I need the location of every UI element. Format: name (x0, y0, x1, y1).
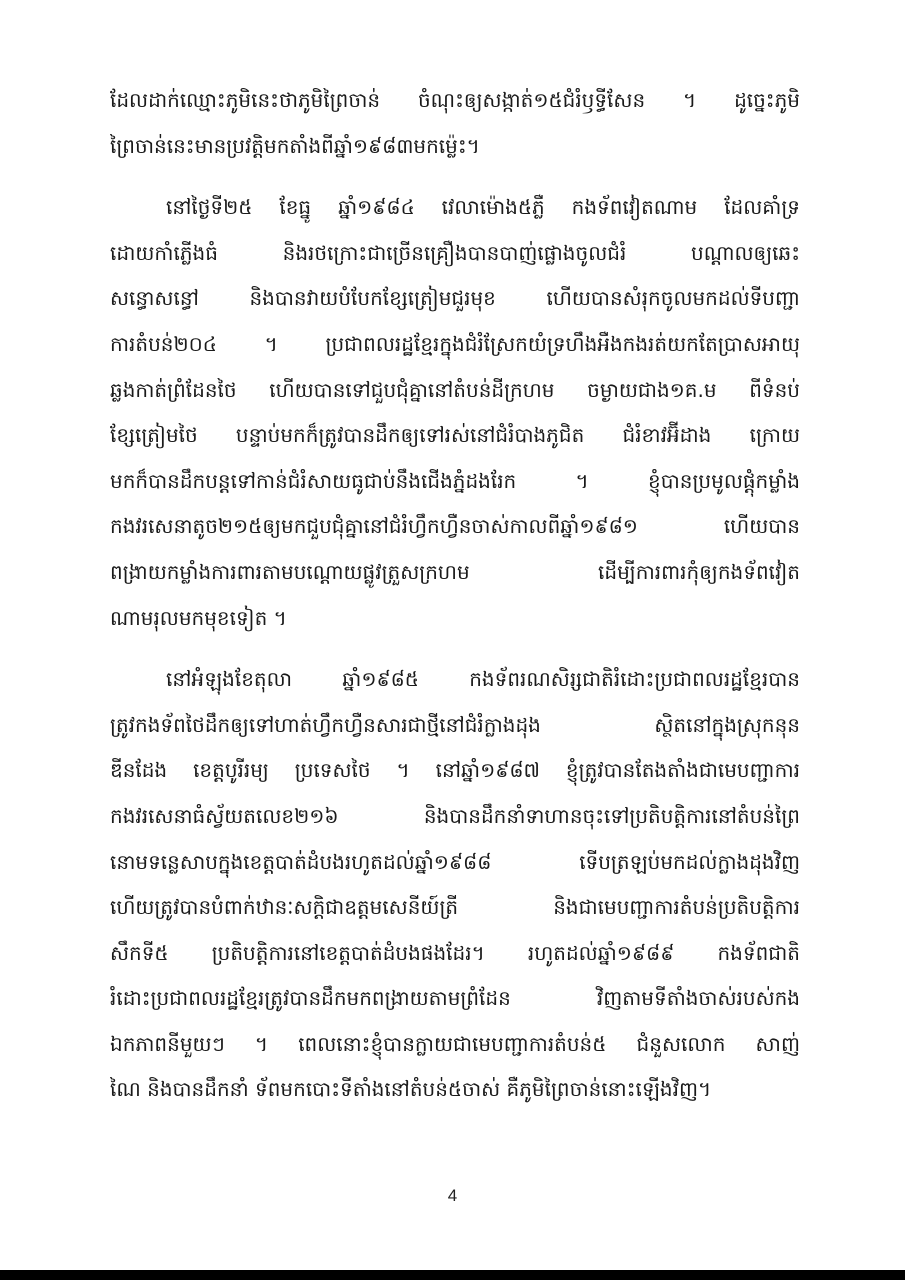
text-line: ហើយត្រូវបានបំពាក់ឋានៈសក្តិជាឧត្តមសេនីយ៍ត្រី និងជាមេបញ្ជាការតំបន់ប្រតិបត្តិការ (110, 895, 800, 920)
text-line: កងវរសេនាធំស្វ័យតលេខ២១៦ និងបានដឹកនាំទាហានចុះទៅប្រតិបត្តិការនៅតំបន់ព្រៃ (110, 803, 800, 828)
paragraph-gap (110, 169, 800, 185)
text-line: ណាមរុលមកមុខទៀត ។ (110, 605, 287, 630)
text-line: សឹកទី៥ ប្រតិបត្តិការនៅខេត្តបាត់ដំបងផងដែរ។ រហូតដល់ឆ្នាំ១៩៨៩ កងទ័ពជាតិ (110, 940, 800, 965)
text-line: នៅអំឡុងខែតុលា ឆ្នាំ១៩៨៥ កងទ័ពរណសិរ្សជាតិរំដោះប្រជាពលរដ្ឋខ្មែរបាន (166, 667, 800, 692)
text-line: នៅថ្ងៃទី២៥ ខែធ្នូ ឆ្នាំ១៩៨៤ វេលាម៉ោង៥ភ្លឺ កងទ័ពវៀតណាម ដែលគាំទ្រ (166, 195, 800, 220)
paragraph-2 (110, 185, 800, 641)
text-line: ការតំបន់២០៤ ។ ប្រជាពលរដ្ឋខ្មែរក្នុងជំរំស្រែកយំទ្រហឹងអឺងកងរត់យកតែប្រាសអាយុ (110, 331, 800, 356)
text-line: ណៃ និងបានដឹកនាំ ទ័ពមកបោះទីតាំងនៅតំបន់៥ចាស់ គឺភូមិព្រៃចាន់នោះឡើងវិញ។ (110, 1077, 712, 1102)
paragraph-3 (110, 657, 800, 1113)
body-text (110, 78, 800, 1113)
text-line: ព្រៃចាន់នេះមានប្រវត្តិមកតាំងពីឆ្នាំ១៩៨៣មកម្ល៉េះ។ (110, 133, 480, 158)
text-line: មកក៏បានដឹកបន្តទៅកាន់ជំរំសាយធូជាប់នឹងជើងភ្នំដងរែក ។ ខ្ញុំបានប្រមូលផ្តុំកម្លាំង (110, 468, 800, 493)
text-line: នោមទន្លេសាបក្នុងខេត្តបាត់ដំបងរហូតដល់ឆ្នាំ១៩៨៨ ទើបត្រឡប់មកដល់ក្លាងដុងវិញ (110, 849, 800, 874)
text-line: ដែលដាក់ឈ្មោះភូមិនេះថាភូមិព្រៃចាន់ ចំណុះឲ្យសង្កាត់១៥ជំរំឫទ្ធីសែន ។ ដូច្នេះភូមិ (110, 88, 800, 112)
text-line: រំដោះប្រជាពលរដ្ឋខ្មែរត្រូវបានដឹកមកពង្រាយតាមព្រំដែន វិញតាមទីតាំងចាស់របស់កង (110, 986, 800, 1011)
page-number: 4 (447, 1186, 458, 1205)
text-line: ឆ្លងកាត់ព្រំដែនថៃ ហើយបានទៅជួបជុំគ្នានៅតំបន់ដីក្រហម ចម្ងាយជាង១គ.ម ពីទំនប់ (110, 377, 800, 402)
text-line: ឌីនដែង ខេត្តបូរីរម្យ ប្រទេសថៃ ។ នៅឆ្នាំ១៩៨៧ ខ្ញុំត្រូវបានតែងតាំងជាមេបញ្ជាការ (110, 758, 800, 783)
bottom-border (0, 1270, 905, 1280)
paragraph-gap (110, 641, 800, 657)
text-line: ខ្សែត្រៀមថៃ បន្ទាប់មកក៏ត្រូវបានដឹកឲ្យទៅរស់នៅជំរំបាងភូជិត ជំរំខាវអ៊ីដាង ក្រោយ (110, 423, 800, 448)
text-line: ត្រូវកងទ័ពថៃដឹកឲ្យទៅហាត់ហ្វឹកហ្វឺនសារជាថ្មីនៅជំរំក្លាងដុង ស្ថិតនៅក្នុងស្រុកនុន (110, 712, 800, 737)
text-line: ឯកភាពនីមួយៗ ។ ពេលនោះខ្ញុំបានក្លាយជាមេបញ្ជាការតំបន់៥ ជំនួសលោក សាញ់ (110, 1031, 800, 1056)
paragraph-1 (110, 78, 800, 169)
text-line: ពង្រាយកម្លាំងការពារតាមបណ្តោយផ្លូវត្រួសក្រហម ដើម្បីការពារកុំឲ្យកងទ័ពវៀត (110, 559, 800, 584)
text-line: សន្ធោសន្ធៅ និងបានវាយបំបែកខ្សែត្រៀមជួរមុខ ហើយបានសំរុកចូលមកដល់ទីបញ្ជា (110, 286, 800, 311)
text-line: កងវរសេនាតូច២១៥ឲ្យមកជួបជុំគ្នានៅជំរំហ្វឹកហ្វឺនចាស់កាលពីឆ្នាំ១៩៨១ ហើយបាន (110, 514, 800, 539)
text-line: ដោយកាំភ្លើងធំ និងរថក្រោះជាច្រើនគ្រឿងបានបាញ់ផ្លោងចូលជំរំ បណ្តាលឲ្យឆេះ (110, 240, 800, 265)
